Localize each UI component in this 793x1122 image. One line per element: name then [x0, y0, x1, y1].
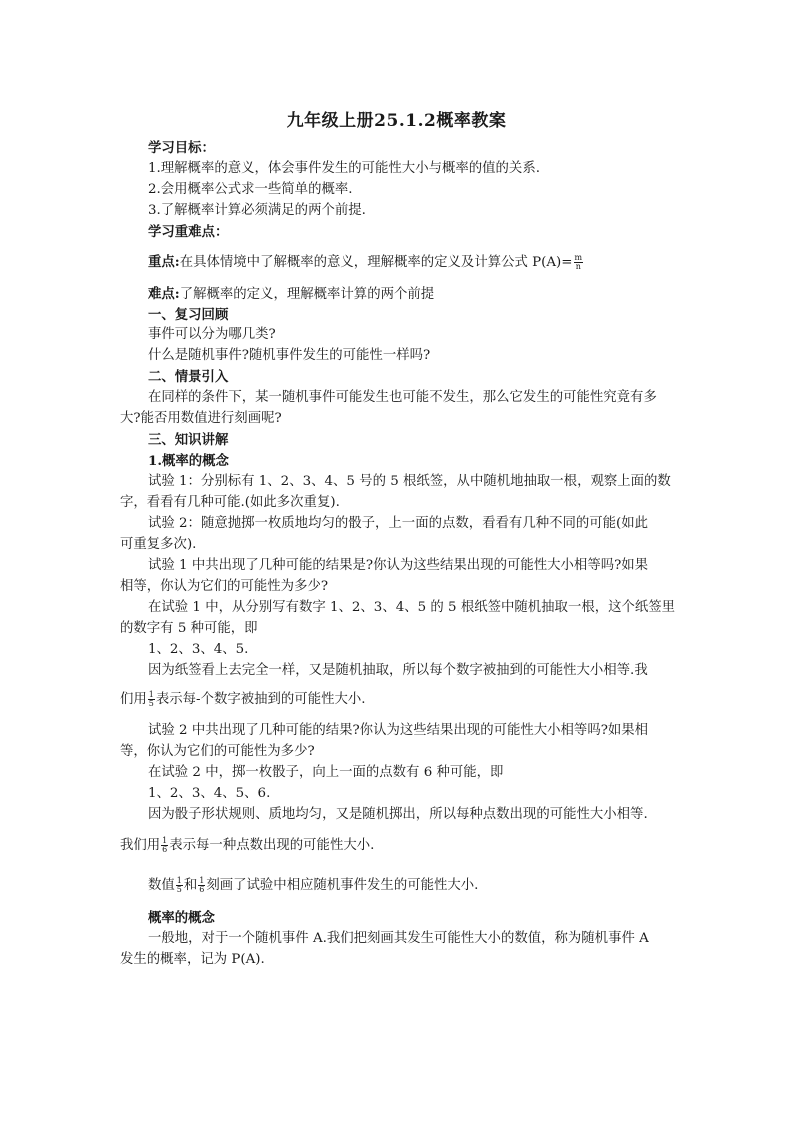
difficulty-label: 难点:	[148, 286, 180, 302]
goal-item: 2.会用概率公式求一些简单的概率.	[148, 182, 353, 197]
section-heading: 一、复习回顾	[148, 307, 229, 323]
key-points-heading: 学习重难点：	[148, 224, 229, 240]
difficulty-text: 了解概率的定义，理解概率计算的两个前提	[179, 287, 435, 302]
paragraph-line-with-fraction	[148, 876, 678, 896]
fraction-numerator: m	[574, 253, 583, 262]
paragraph-line: 等，你认为它们的可能性为多少?	[120, 744, 315, 759]
paragraph-line: 在试验 1 中，从分别写有数字 1、2、3、4、5 的 5 根纸签中随机抽取一根，这个纸签里	[148, 600, 676, 615]
paragraph-line: 可重复多次).	[120, 537, 197, 552]
paragraph-line: 什么是随机事件?随机事件发生的可能性一样吗?	[148, 348, 431, 363]
paragraph-line: 1、2、3、4、5、6.	[148, 786, 271, 801]
text-run: 数值	[148, 878, 175, 893]
paragraph-line: 试验 1 中共出现了几种可能的结果是?你认为这些结果出现的可能性大小相等吗?如果	[148, 558, 649, 573]
paragraph-line-with-fraction	[120, 690, 678, 710]
fraction-numerator: 1	[148, 690, 154, 699]
paragraph-line: 试验 2：随意抛掷一枚质地均匀的骰子，上一面的点数，看看有几种不同的可能(如此	[148, 516, 649, 531]
fraction-one-sixth	[198, 877, 205, 894]
focus-text: 在具体情境中了解概率的意义，理解概率的定义及计算公式 P(A)=	[179, 255, 573, 270]
paragraph-line-with-fraction	[120, 836, 678, 856]
paragraph-line: 在试验 2 中，掷一枚骰子，向上一面的点数有 6 种可能，即	[148, 765, 504, 780]
fraction-numerator: 1	[162, 836, 168, 845]
paragraph-line: 事件可以分为哪几类?	[148, 327, 276, 342]
difficulty-paragraph	[148, 284, 678, 305]
section-heading: 二、情景引入	[148, 369, 229, 385]
fraction-numerator: 1	[176, 876, 182, 885]
focus-paragraph	[148, 252, 678, 273]
text-run: 我们用	[120, 838, 161, 853]
fraction-one-fifth	[148, 691, 155, 708]
page-title: 九年级上册25.1.2概率教案	[286, 111, 507, 131]
fraction-numerator: 1	[199, 876, 205, 885]
text-run: 和	[183, 878, 198, 893]
focus-label: 重点:	[148, 254, 180, 270]
fraction-denominator: 6	[162, 845, 168, 854]
fraction-one-sixth	[161, 837, 168, 854]
text-run: 表示每一种点数出现的可能性大小.	[169, 838, 375, 853]
fraction-denominator: n	[575, 262, 581, 271]
paragraph-line: 发生的概率，记为 P(A).	[120, 952, 265, 967]
section-heading: 三、知识讲解	[148, 432, 229, 448]
fraction-one-fifth	[176, 877, 183, 894]
paragraph-line: 一般地，对于一个随机事件 A.我们把刻画其发生可能性大小的数值，称为随机事件 A	[148, 931, 649, 946]
paragraph-line: 在同样的条件下，某一随机事件可能发生也可能不发生，那么它发生的可能性究竟有多	[148, 390, 657, 405]
text-run: 们用	[120, 692, 147, 707]
subsection-heading: 1.概率的概念	[148, 453, 229, 469]
paragraph-line: 相等，你认为它们的可能性为多少?	[120, 579, 329, 594]
fraction-denominator: 6	[199, 885, 205, 894]
goal-item: 3.了解概率计算必须满足的两个前提.	[148, 203, 366, 218]
definition-heading: 概率的概念	[148, 910, 215, 926]
paragraph-line: 因为骰子形状规则、质地均匀，又是随机掷出，所以每种点数出现的可能性大小相等.	[148, 807, 648, 822]
goals-heading: 学习目标：	[148, 140, 215, 156]
text-run: 表示每-个数字被抽到的可能性大小.	[155, 692, 366, 707]
fraction-denominator: 5	[148, 699, 154, 708]
goal-item: 1.理解概率的意义，体会事件发生的可能性大小与概率的值的关系.	[148, 161, 540, 176]
paragraph-line: 大?能否用数值进行刻画呢?	[120, 411, 282, 426]
paragraph-line: 试验 2 中共出现了几种可能的结果?你认为这些结果出现的可能性大小相等吗?如果相	[148, 723, 649, 738]
text-run: 刻画了试验中相应随机事件发生的可能性大小.	[206, 878, 479, 893]
paragraph-line: 字，看看有几种可能.(如此多次重复).	[120, 495, 340, 510]
fraction-m-over-n	[574, 254, 584, 271]
fraction-denominator: 5	[176, 885, 182, 894]
paragraph-line: 的数字有 5 种可能，即	[120, 621, 258, 636]
paragraph-line: 1、2、3、4、5.	[148, 642, 249, 657]
paragraph-line: 试验 1：分别标有 1、2、3、4、5 号的 5 根纸签，从中随机地抽取一根，观察上面的数	[148, 474, 671, 489]
paragraph-line: 因为纸签看上去完全一样，又是随机抽取，所以每个数字被抽到的可能性大小相等.我	[148, 663, 648, 678]
